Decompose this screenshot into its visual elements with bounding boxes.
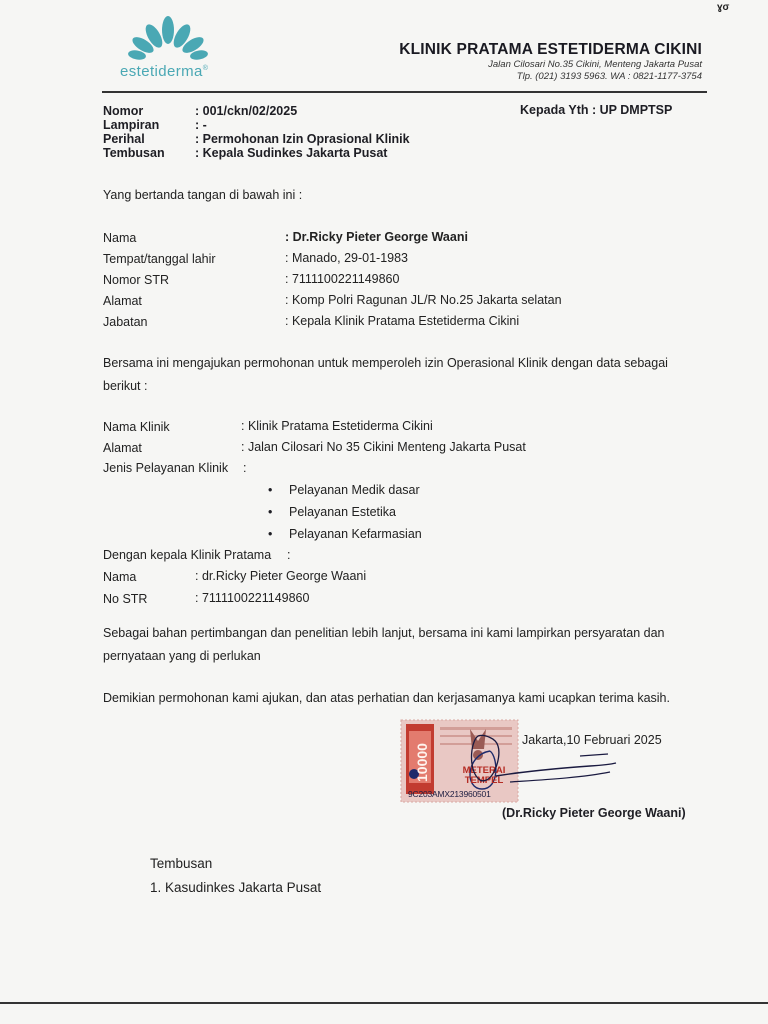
clinic-name: KLINIK PRATAMA ESTETIDERMA CIKINI — [399, 41, 702, 58]
signer-name: (Dr.Ricky Pieter George Waani) — [502, 806, 686, 820]
clinic-address-label: Alamat — [103, 441, 142, 455]
recipient: Kepada Yth : UP DMPTSP — [520, 103, 673, 117]
head-str-value: : 7111100221149860 — [195, 591, 310, 605]
logo-registered-mark: ® — [202, 65, 209, 72]
intro-text: Yang bertanda tangan di bawah ini : — [103, 188, 303, 202]
head-str-label: No STR — [103, 592, 148, 606]
identity-label: Nama — [103, 231, 137, 245]
footer-divider — [0, 1002, 768, 1004]
bullet-icon: • — [268, 483, 273, 497]
stamp-text: METERAI TEMPEL — [462, 765, 506, 786]
header-divider — [102, 91, 707, 93]
identity-value: : Kepala Klinik Pratama Estetiderma Cikini — [285, 314, 520, 328]
logo-wordmark: estetiderma — [120, 63, 203, 80]
identity-label: Jabatan — [103, 315, 148, 329]
service-item: Pelayanan Estetika — [289, 505, 397, 519]
corner-mark: ɣσ — [717, 2, 730, 13]
service-item: Pelayanan Kefarmasian — [289, 527, 422, 541]
head-title-colon: : — [287, 548, 291, 562]
head-title: Dengan kepala Klinik Pratama — [103, 548, 272, 562]
service-item: Pelayanan Medik dasar — [289, 483, 420, 497]
identity-value: : Manado, 29-01-1983 — [285, 251, 409, 265]
identity-value: : Dr.Ricky Pieter George Waani — [285, 230, 468, 244]
services-label: Jenis Pelayanan Klinik — [103, 461, 229, 475]
clinic-name-value: : Klinik Pratama Estetiderma Cikini — [241, 419, 433, 433]
stamp-serial: 9C203AMX213960501 — [408, 789, 491, 799]
nomor-value: : 001/ckn/02/2025 — [195, 104, 298, 118]
identity-value: : 7111100221149860 — [285, 272, 400, 286]
identity-label: Alamat — [103, 294, 142, 308]
clinic-name-label: Nama Klinik — [103, 420, 170, 434]
tembusan-label: Tembusan — [103, 146, 165, 160]
clinic-phone: Tlp. (021) 3193 5963. WA : 0821-1177-3754 — [516, 71, 702, 82]
head-name-label: Nama — [103, 570, 137, 584]
stamp-value: 10000 — [414, 743, 430, 782]
lampiran-value: : - — [195, 118, 207, 132]
identity-label: Nomor STR — [103, 273, 169, 287]
cc-item: 1. Kasudinkes Jakarta Pusat — [150, 880, 322, 895]
perihal-label: Perihal — [103, 132, 145, 146]
identity-value: : Komp Polri Ragunan JL/R No.25 Jakarta selatan — [285, 293, 562, 307]
closing-paragraph: Demikian permohonan kami ajukan, dan atas perhatian dan kerjasamanya kami ucapkan terima kasih. — [103, 691, 670, 705]
services-colon: : — [243, 461, 247, 475]
nomor-label: Nomor — [103, 104, 144, 118]
clinic-address-value: : Jalan Cilosari No 35 Cikini Menteng Jakarta Pusat — [241, 440, 526, 454]
cc-title: Tembusan — [150, 856, 213, 871]
request-paragraph: Bersama ini mengajukan permohonan untuk memperoleh izin Operasional Klinik dengan data sebagai berikut : — [103, 356, 668, 393]
tembusan-value: : Kepala Sudinkes Jakarta Pusat — [195, 146, 388, 160]
logo-text — [120, 63, 208, 80]
head-name-value: : dr.Ricky Pieter George Waani — [195, 569, 367, 583]
clinic-address: Jalan Cilosari No.35 Cikini, Menteng Jakarta Pusat — [488, 59, 702, 70]
identity-label: Tempat/tanggal lahir — [103, 252, 216, 266]
bullet-icon: • — [268, 505, 273, 519]
perihal-value: : Permohonan Izin Oprasional Klinik — [195, 132, 410, 146]
bullet-icon: • — [268, 527, 273, 541]
logo-icon — [128, 14, 208, 62]
consideration-paragraph: Sebagai bahan pertimbangan dan penelitian lebih lanjut, bersama ini kami lampirkan persyaratan dan pernyataan yang di perlukan — [103, 626, 665, 663]
signature-date: Jakarta,10 Februari 2025 — [522, 733, 662, 747]
lampiran-label: Lampiran — [103, 118, 160, 132]
